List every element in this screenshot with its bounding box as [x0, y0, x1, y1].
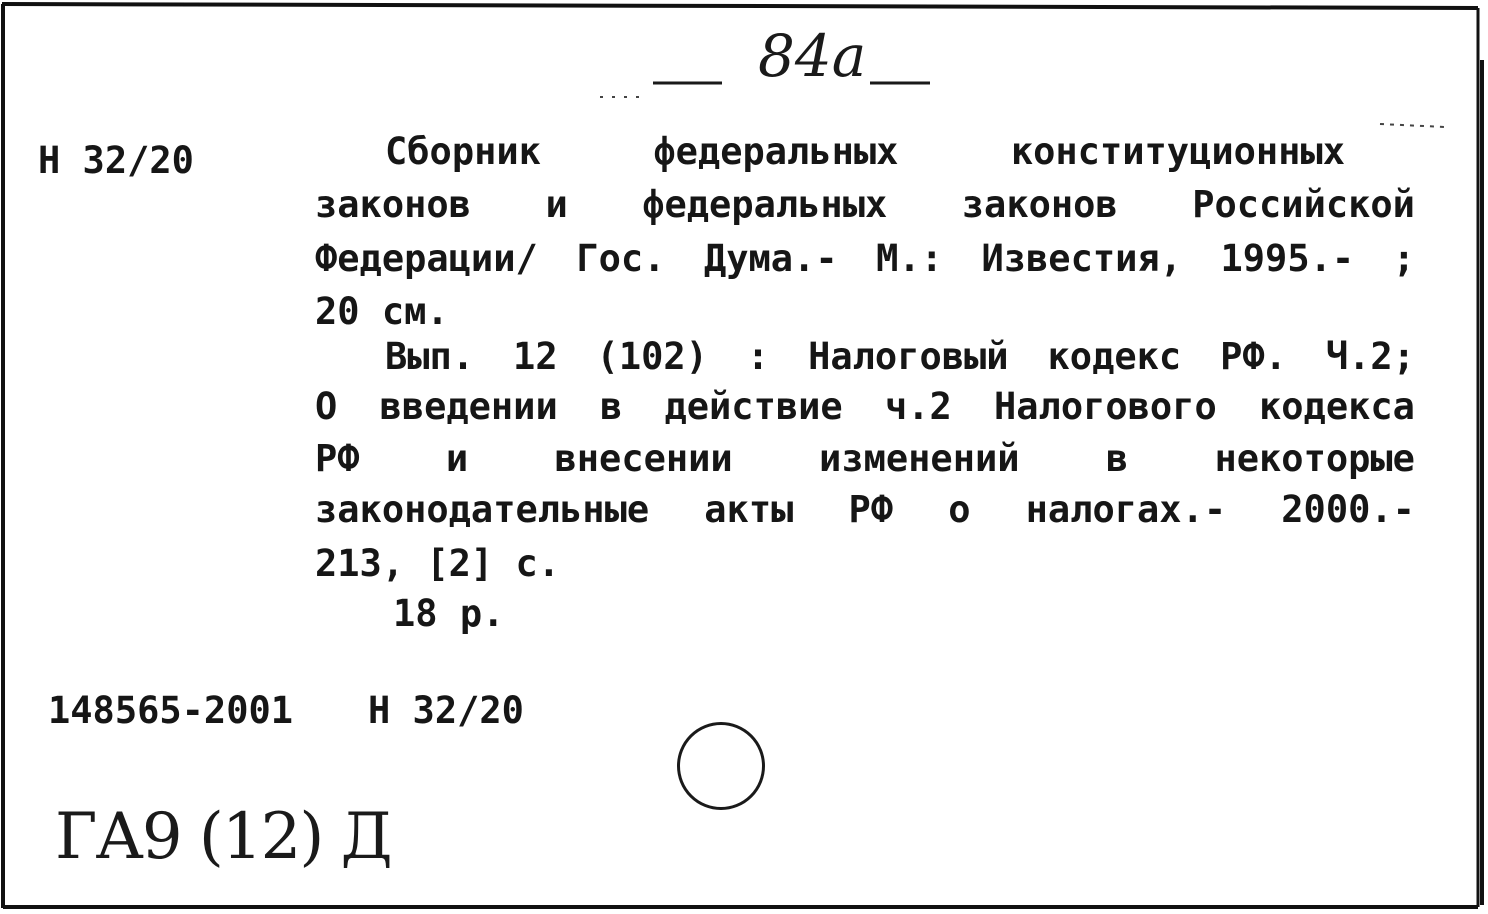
issue-word: некоторые: [1214, 437, 1415, 480]
issue-word: О: [315, 385, 338, 428]
issue-word: кодекса: [1259, 385, 1415, 428]
issue-line-2: [315, 385, 1415, 428]
title-word: законов: [315, 183, 471, 226]
inventory-number: 148565-2001: [48, 689, 294, 732]
page-number: 84a: [758, 22, 867, 90]
issue-word: действие: [664, 385, 843, 428]
issue-word: законодательные: [315, 488, 650, 531]
issue-word: изменений: [819, 437, 1020, 480]
issue-word: внесении: [554, 437, 733, 480]
issue-word: в: [599, 385, 623, 428]
issue-word: 2000.-: [1281, 488, 1415, 531]
title-word: ;: [1392, 237, 1415, 280]
title-word: законов: [961, 183, 1118, 226]
handwritten-note: ГА9 (12) Д: [55, 800, 391, 874]
title-word: Гос.: [576, 237, 666, 280]
punch-hole-circle: [677, 722, 765, 810]
issue-word: РФ.: [1220, 335, 1287, 378]
title-line-4: 20 см.: [315, 290, 449, 333]
issue-word: введении: [379, 385, 558, 428]
issue-word: Вып.: [385, 335, 475, 378]
title-word: федеральных: [642, 183, 888, 226]
title-word: Федерации/: [315, 237, 538, 280]
shelf-mark: Н 32/20: [38, 139, 194, 182]
issue-word: (102): [596, 335, 708, 378]
title-word: Российской: [1192, 183, 1415, 226]
title-word: Сборник: [385, 130, 541, 173]
title-line-1: [385, 130, 1345, 173]
title-word: и: [545, 183, 568, 226]
issue-word: :: [746, 335, 770, 378]
title-word: федеральных: [653, 130, 899, 173]
issue-word: о: [948, 488, 971, 531]
issue-line-3: [315, 437, 1415, 480]
issue-line-4: [315, 488, 1415, 531]
title-word: 1995.-: [1220, 237, 1355, 280]
issue-word: в: [1105, 437, 1129, 480]
issue-pages: 213, [2] с.: [315, 542, 561, 585]
title-word: Дума.-: [703, 237, 838, 280]
page-number-underline: [0, 0, 1488, 120]
title-line-2: [315, 183, 1415, 226]
price: 18 р.: [393, 592, 505, 635]
issue-word: и: [445, 437, 469, 480]
shelf-mark-bottom: Н 32/20: [368, 689, 524, 732]
issue-word: РФ: [315, 437, 360, 480]
issue-word: Налоговый: [808, 335, 1009, 378]
issue-word: ч.2: [884, 385, 952, 428]
issue-word: 12: [513, 335, 558, 378]
title-word: М.:: [876, 237, 943, 280]
issue-word: РФ: [848, 488, 894, 531]
issue-line-1: [385, 335, 1415, 378]
issue-word: акты: [704, 488, 794, 531]
issue-word: Налогового: [994, 385, 1217, 428]
issue-word: Ч.2;: [1325, 335, 1415, 378]
issue-word: кодекс: [1047, 335, 1182, 378]
title-word: Известия,: [981, 237, 1182, 280]
title-line-3: [315, 237, 1415, 280]
issue-word: налогах.-: [1025, 488, 1227, 531]
title-word: конституционных: [1010, 130, 1345, 173]
